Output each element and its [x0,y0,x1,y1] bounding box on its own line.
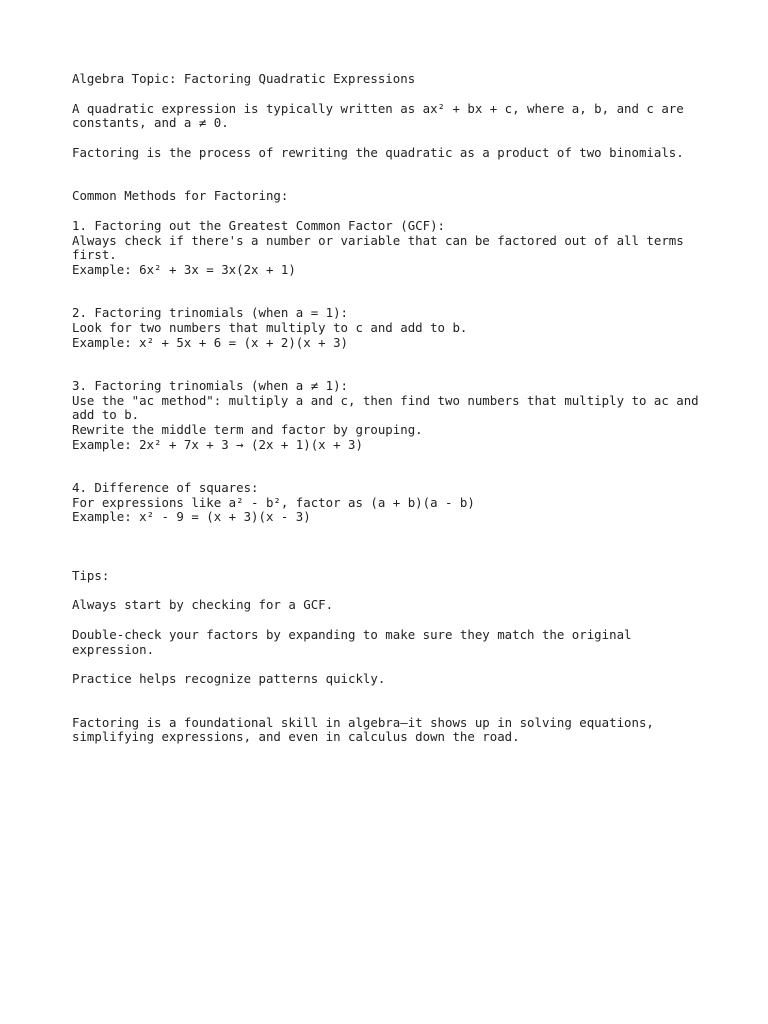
method-line: Use the "ac method": multiply a and c, then find two numbers that multiply to ac and add to b. [72,392,707,423]
method-gcf [72,219,702,277]
method-heading: 4. Difference of squares: [72,480,259,496]
tip-item: Double-check your factors by expanding to make sure they match the original expression. [72,627,639,657]
method-trinomials-a-not-1 [72,378,707,452]
conclusion-paragraph: Factoring is a foundational skill in algebra—it shows up in solving equations, simplifying expressions, and even in calculus down the road. [72,714,662,745]
method-example: Example: x² - 9 = (x + 3)(x - 3) [72,509,311,525]
tips-heading: Tips: [72,567,110,583]
method-trinomials-a-1 [72,306,702,350]
method-heading: 3. Factoring trinomials (when a ≠ 1): [72,378,349,394]
method-example: Example: 6x² + 3x = 3x(2x + 1) [72,261,296,277]
method-line: Rewrite the middle term and factor by grouping. [72,421,423,437]
method-example: Example: x² + 5x + 6 = (x + 2)(x + 3) [72,334,349,350]
tip-item: Practice helps recognize patterns quickly. [72,671,386,687]
document-body [72,71,707,745]
method-difference-of-squares [72,481,702,525]
methods-heading: Common Methods for Factoring: [72,188,289,204]
tip-item: Always start by checking for a GCF. [72,597,334,613]
method-heading: 2. Factoring trinomials (when a = 1): [72,305,349,321]
method-line: Look for two numbers that multiply to c and add to b. [72,319,468,335]
method-heading: 1. Factoring out the Greatest Common Factor (GCF): [72,217,445,233]
intro-paragraph-factoring: Factoring is the process of rewriting the quadratic as a product of two binomials. [72,144,684,160]
document-title: Algebra Topic: Factoring Quadratic Expressions [72,71,416,86]
method-line: For expressions like a² - b², factor as (a + b)(a - b) [72,494,475,510]
intro-paragraph-definition: A quadratic expression is typically written as ax² + bx + c, where a, b, and c are constants, and a ≠ 0. [72,100,692,131]
method-example: Example: 2x² + 7x + 3 → (2x + 1)(x + 3) [72,436,363,452]
method-line: Always check if there's a number or variable that can be factored out of all terms first. [72,232,692,263]
